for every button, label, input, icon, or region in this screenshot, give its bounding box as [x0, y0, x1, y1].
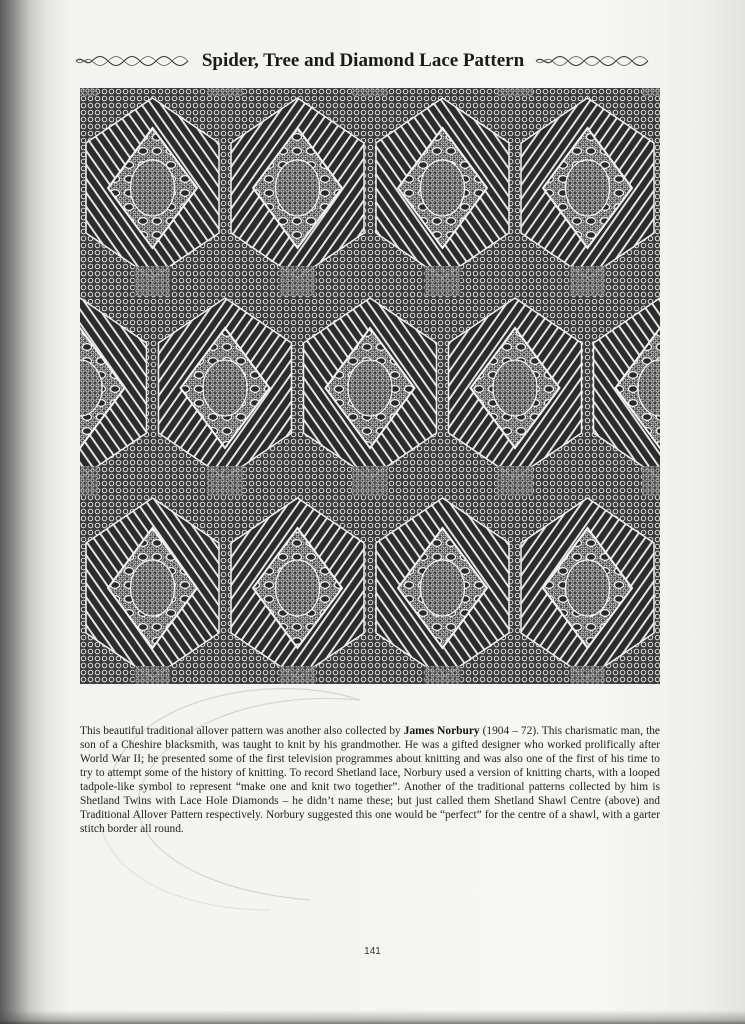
right-ornament-icon: [532, 53, 652, 69]
page-header: [70, 44, 656, 78]
author-name: James Norbury: [403, 725, 480, 738]
page-bottom-edge: [0, 1010, 745, 1024]
left-ornament-icon: [74, 53, 194, 69]
page-number: 141: [364, 946, 381, 957]
body-text-intro: This beautiful traditional allover pattern was another also collected by: [80, 725, 404, 738]
page-title: Spider, Tree and Diamond Lace Pattern: [201, 50, 525, 71]
lace-pattern-photo: [80, 88, 660, 684]
body-paragraph: [80, 724, 660, 836]
body-text-main: (1904 – 72). This charismatic man, the son of a Cheshire blacksmith, was taught to knit by his grandmother. He was a gifted designer who worked prolifically after World War II; he presented some of the first television programmes about knitting and was also one of the first of his time to try to attempt some of the history of knitting. To record Shetland lace, Norbury used a version of knitting charts, with a looped tadpole-like symbol to represent “make one and knit two together”. Another of the traditional patterns collected by him is Shetland Twins with Lace Hole Diamonds – he didn’t name these; but just called them Shetland Shawl Centre (above) and Traditional Allover Pattern respectively. Norbury suggested this one would be “perfect” for the centre of a shawl, with a garter stitch border all round.: [80, 725, 660, 836]
